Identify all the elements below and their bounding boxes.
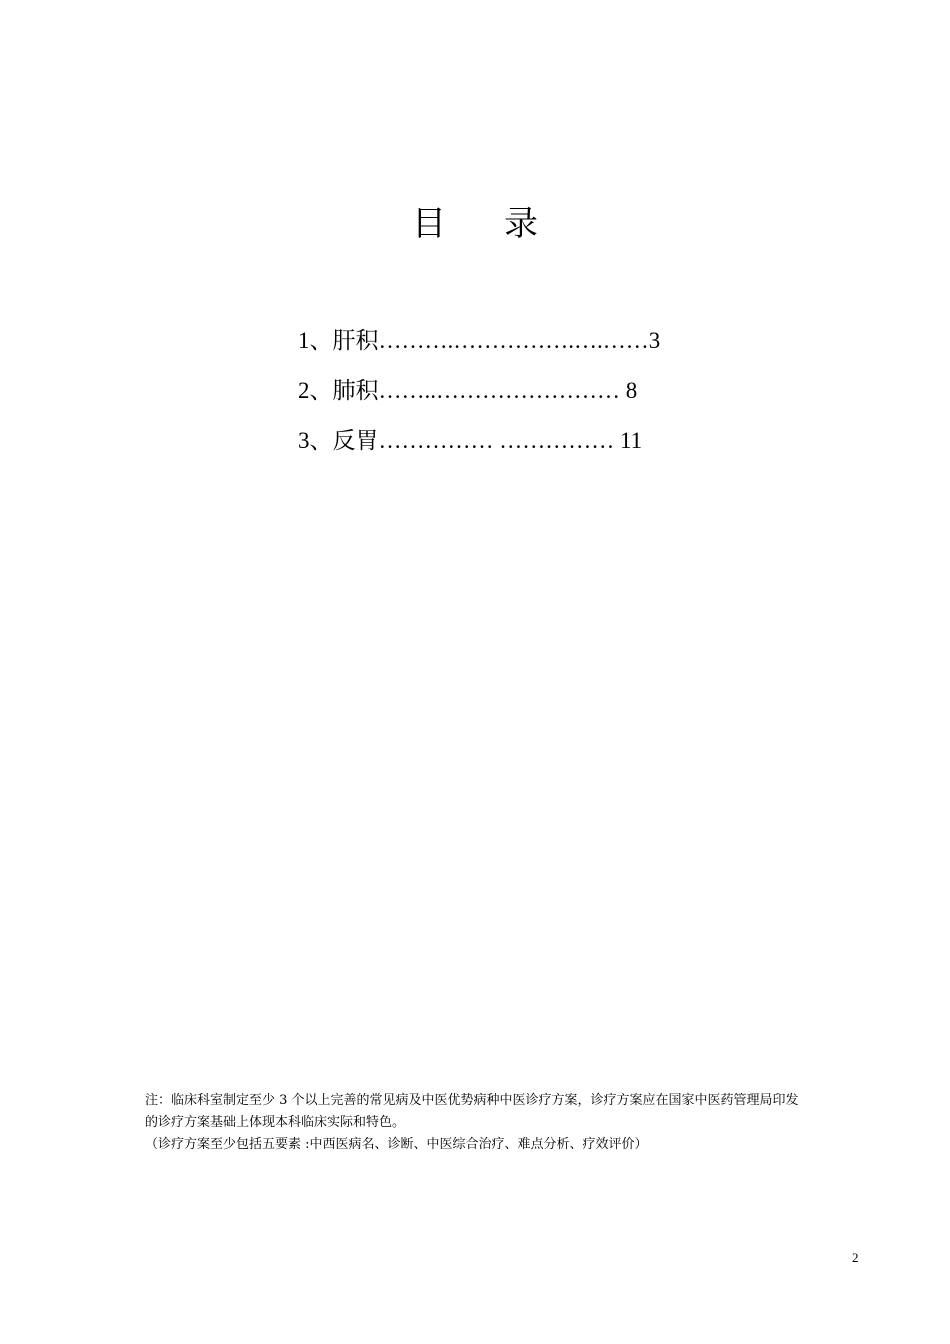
footnote-line-2: 的诊疗方案基础上体现本科临床实际和特色。 bbox=[145, 1115, 406, 1130]
toc-entry-fei-ji[interactable]: 2、肺积……..…………………… 8 bbox=[298, 378, 638, 403]
table-of-contents bbox=[298, 316, 698, 466]
footnote bbox=[145, 1090, 865, 1156]
toc-entry-fan-wei[interactable]: 3、反胃…………… …………… 11 bbox=[298, 428, 643, 453]
title-char-2: 录 bbox=[504, 204, 538, 244]
page-title bbox=[0, 200, 950, 248]
footnote-line-1: 注：临床科室制定至少 3 个以上完善的常见病及中医优势病种中医诊疗方案，诊疗方案应在国家中医药管理局印发 bbox=[145, 1093, 799, 1108]
toc-entry-gan-ji[interactable]: 1、肝积……….…………….….……3 bbox=[298, 328, 661, 353]
title-char-1: 目 bbox=[412, 204, 446, 244]
footnote-line-3: （诊疗方案至少包括五要素 :中西医病名、诊断、中医综合治疗、难点分析、疗效评价） bbox=[145, 1137, 648, 1152]
page-number: 2 bbox=[852, 1250, 859, 1265]
